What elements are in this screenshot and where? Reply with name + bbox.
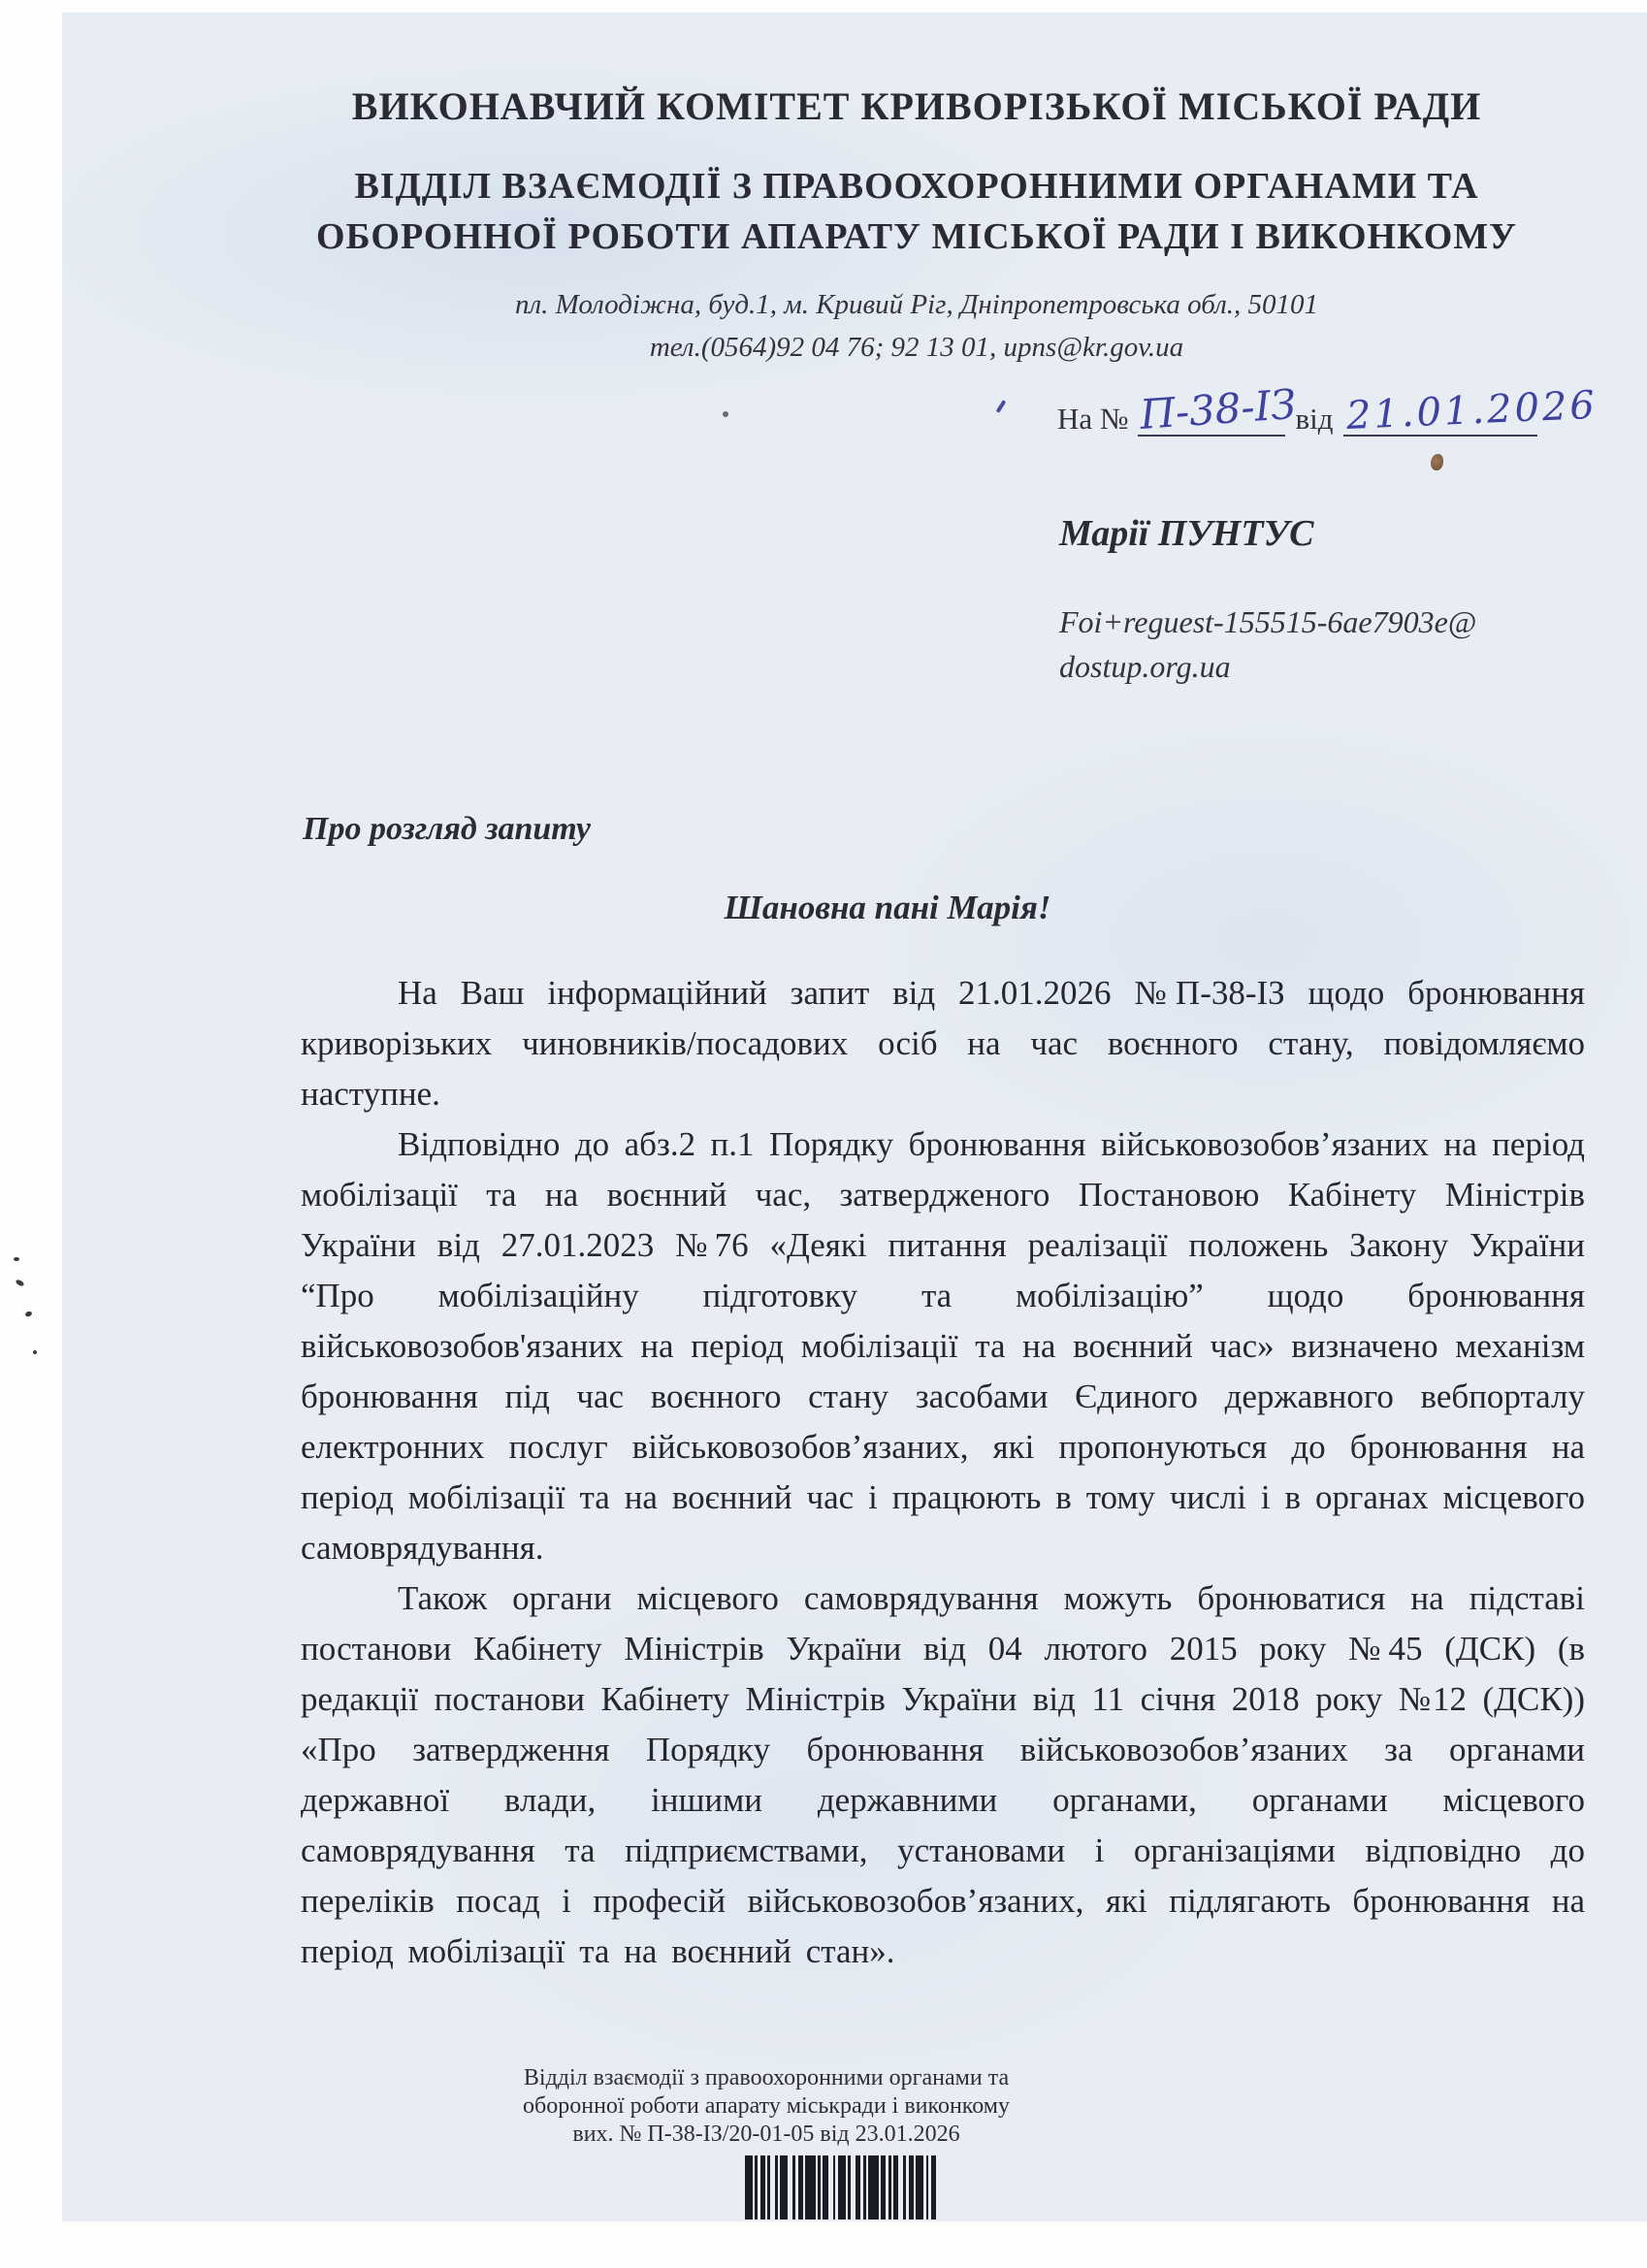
body-paragraph: Відповідно до абз.2 п.1 Порядку бронювання військовозобов’язаних на період мобілізації та на воєнний час, затвердженого Постановою Кабінету Міністрів України від 27.01.2023 №76 «Деякі питання реалізації положень Закону України “Про мобілізаційну підготовку та мобілізацію” щодо бронювання військовозобов'язаних на період мобілізації та на воєнний час» визначено механізм бронювання під час воєнного стану засобами Єдиного державного вебпорталу електронних послуг військовозобов’язаних, які пропонуються до бронювання на період мобілізації та на воєнний час і працюють в тому числі і в органах місцевого самоврядування. <box>301 1125 1585 1567</box>
dept-name-line2: ОБОРОННОЇ РОБОТИ АПАРАТУ МІСЬКОЇ РАДИ І ВИКОНКОМУ <box>315 216 1518 257</box>
margin-speck <box>15 1279 24 1287</box>
document-barcode <box>745 2155 939 2219</box>
letterhead-address: пл. Молодіжна, буд.1, м. Кривий Ріг, Дніпропетровська обл., 50101 <box>514 289 1319 320</box>
recipient-email-line1: Foi+reguest-155515-6ae7903e@ <box>1059 604 1477 639</box>
recipient-email-line2: dostup.org.ua <box>1059 649 1231 684</box>
footer-line3: вих. № П-38-ІЗ/20-01-05 від 23.01.2026 <box>572 2122 960 2147</box>
margin-speck <box>14 1257 19 1261</box>
body-paragraph: На Ваш інформаційний запит від 21.01.2026 №П-38-ІЗ щодо бронювання криворізьких чиновників/посадових осіб на час воєнного стану, повідомляємо наступне. <box>301 974 1585 1113</box>
ref-number-handwritten: П-38-ІЗ <box>1139 379 1299 438</box>
footer-block <box>446 2064 1086 2149</box>
footer-line2: оборонної роботи апарату міськради і виконкому <box>523 2093 1010 2119</box>
dept-name-line1: ВІДДІЛ ВЗАЄМОДІЇ З ПРАВООХОРОННИМИ ОРГАНАМИ ТА <box>354 166 1479 207</box>
margin-speck <box>33 1350 37 1354</box>
subject-line: Про розгляд запиту <box>303 811 591 847</box>
ref-number-blank <box>1138 379 1299 438</box>
reference-line <box>1057 379 1599 438</box>
org-name: ВИКОНАВЧИЙ КОМІТЕТ КРИВОРІЗЬКОЇ МІСЬКОЇ РАДИ <box>351 84 1482 128</box>
salutation: Шановна пані Марія! <box>724 889 1051 926</box>
body-paragraph: Також органи місцевого самоврядування можуть бронюватися на підставі постанови Кабінету Міністрів України від 04 лютого 2015 року №45 (ДСК) (в редакції постанови Кабінету Міністрів України від 11 січня 2018 року №12 (ДСК)) «Про затвердження Порядку бронювання військовозобов’язаних за органами державної влади, іншими державними органами, органами місцевого самоврядування та підприємствами, установами і організаціями відповідно до переліків посад і професій військовозобов’язаних, які підлягають бронювання на період мобілізації та на воєнний стан». <box>301 1579 1585 1970</box>
ref-vid-label: від <box>1295 402 1334 436</box>
dept-name <box>242 161 1591 262</box>
ref-date-handwritten: 21.01.2026 <box>1344 382 1599 438</box>
ref-na-label: На № <box>1057 402 1129 436</box>
ref-date-blank <box>1343 382 1599 438</box>
footer-line1: Відділ взаємодії з правоохоронними органами та <box>523 2065 1010 2090</box>
recipient-name: Марії ПУНТУС <box>1059 513 1314 554</box>
recipient-email <box>1059 599 1476 689</box>
letter-body <box>301 968 1585 1977</box>
letterhead-contacts: тел.(0564)92 04 76; 92 13 01, upns@kr.gov.ua <box>649 332 1184 363</box>
ink-dot <box>723 411 728 417</box>
margin-speck <box>24 1311 32 1317</box>
